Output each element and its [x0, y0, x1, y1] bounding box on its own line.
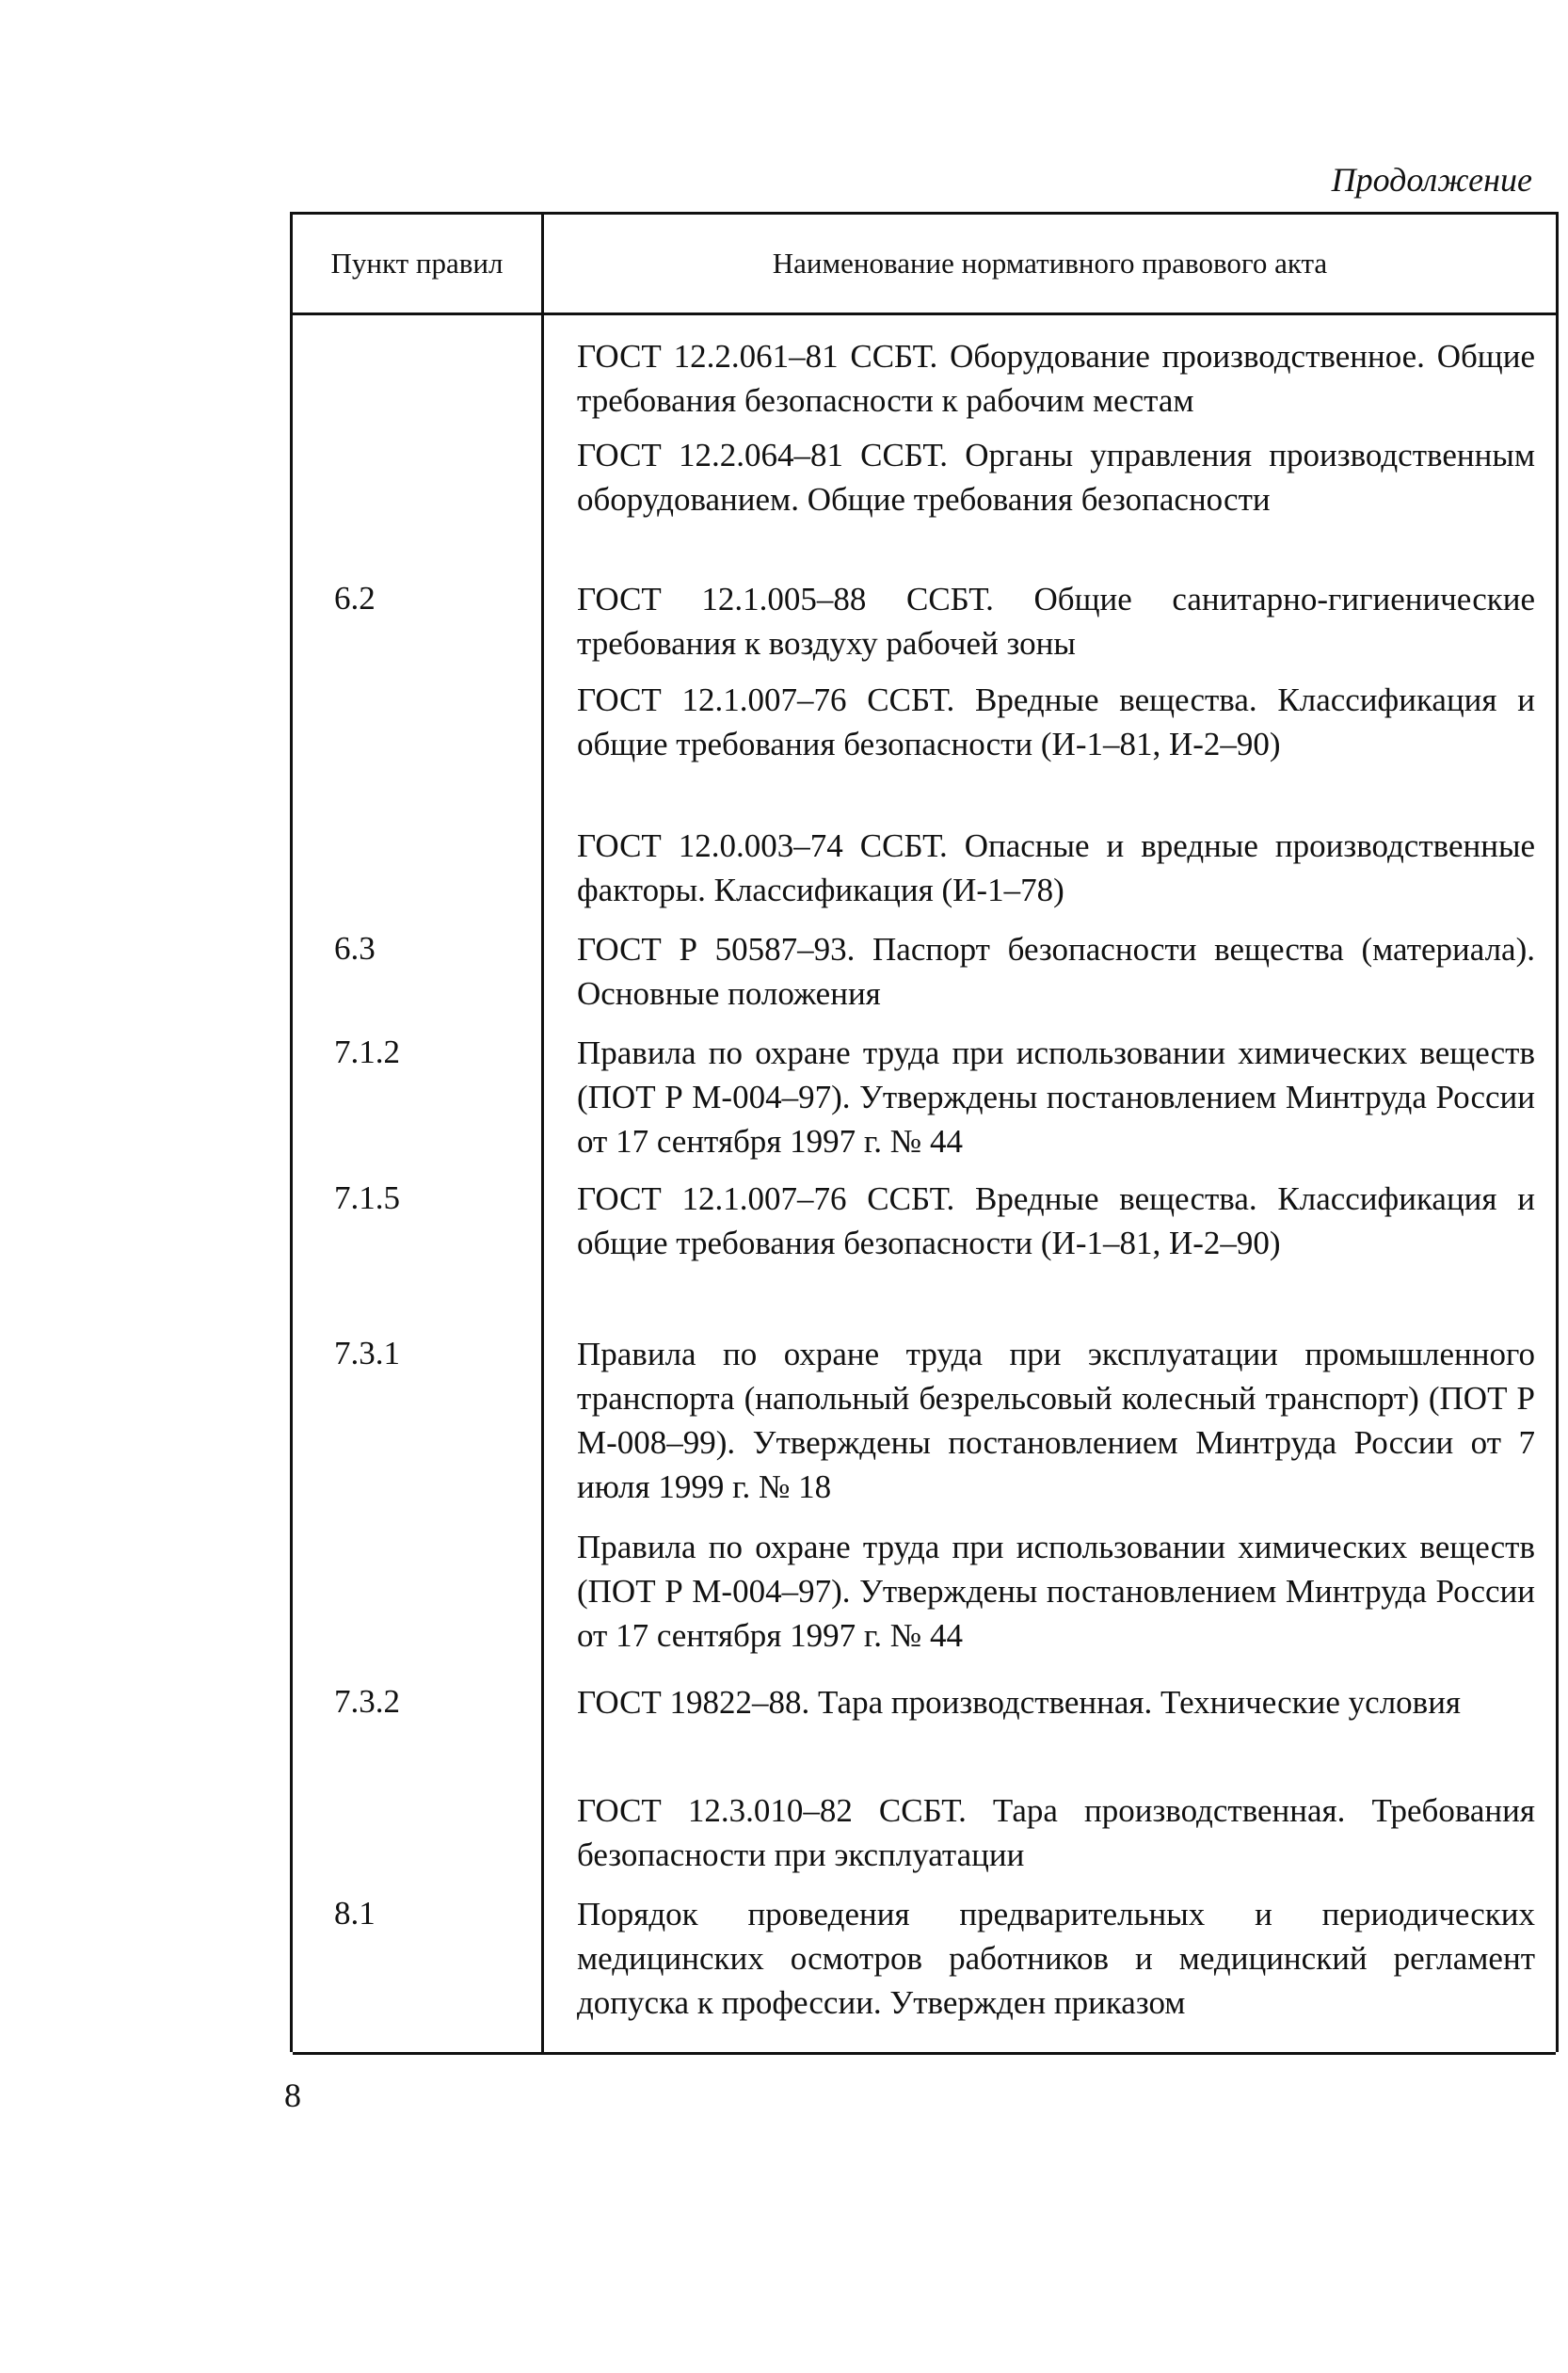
table-bottom-border	[293, 2052, 1556, 2055]
header-act-name: Наименование нормативного правового акта	[772, 247, 1328, 280]
row-act: ГОСТ Р 50587–93. Паспорт безопасности вещества (материала). Основные положения	[577, 931, 1535, 1012]
row-act: ГОСТ 12.2.061–81 ССБТ. Оборудование производственное. Общие требования безопасности к рабочим местам	[577, 338, 1535, 419]
row-act: Правила по охране труда при использовании химических веществ (ПОТ Р М-004–97). Утверждены постановлением Минтруда России от 17 сентября 1997 г. № 44	[577, 1034, 1535, 1160]
row-act: ГОСТ 12.1.005–88 ССБТ. Общие санитарно-гигиенические требования к воздуху рабочей зоны	[577, 581, 1535, 662]
row-act: Порядок проведения предварительных и периодических медицинских осмотров работников и медицинский регламент допуска к профессии. Утвержден приказом	[577, 1896, 1535, 2021]
row-act: Правила по охране труда при использовании химических веществ (ПОТ Р М-004–97). Утверждены постановлением Минтруда России от 17 сентября 1997 г. № 44	[577, 1529, 1535, 1654]
row-act: ГОСТ 12.3.010–82 ССБТ. Тара производственная. Требования безопасности при эксплуатации	[577, 1792, 1535, 1873]
row-act: ГОСТ 19822–88. Тара производственная. Технические условия	[577, 1684, 1462, 1721]
page-number: 8	[284, 2076, 301, 2114]
row-act: ГОСТ 12.0.003–74 ССБТ. Опасные и вредные производственные факторы. Классификация (И-1–78)	[577, 827, 1535, 908]
row-act: Правила по охране труда при эксплуатации промышленного транспорта (напольный безрельсовый колесный транспорт) (ПОТ Р М-008–99). Утверждены постановлением Минтруда России от 7 июля 1999 г. № 18	[577, 1336, 1535, 1505]
row-point: 7.1.2	[334, 1034, 400, 1070]
row-point: 8.1	[334, 1895, 376, 1932]
row-point: 7.3.2	[334, 1683, 400, 1720]
regulations-table	[290, 212, 1559, 2052]
table-body	[293, 315, 1556, 2052]
header-point: Пункт правил	[330, 247, 504, 280]
row-act: ГОСТ 12.1.007–76 ССБТ. Вредные вещества. Классификация и общие требования безопасности (И-1–81, И-2–90)	[577, 681, 1535, 762]
continuation-label: Продолжение	[1331, 161, 1532, 199]
row-act: ГОСТ 12.2.064–81 ССБТ. Органы управления производственным оборудованием. Общие требования безопасности	[577, 437, 1535, 518]
row-point: 6.3	[334, 930, 376, 967]
row-point: 6.2	[334, 580, 376, 617]
row-act: ГОСТ 12.1.007–76 ССБТ. Вредные вещества. Классификация и общие требования безопасности (И-1–81, И-2–90)	[577, 1180, 1535, 1261]
row-point: 7.3.1	[334, 1335, 400, 1371]
row-point: 7.1.5	[334, 1179, 400, 1216]
